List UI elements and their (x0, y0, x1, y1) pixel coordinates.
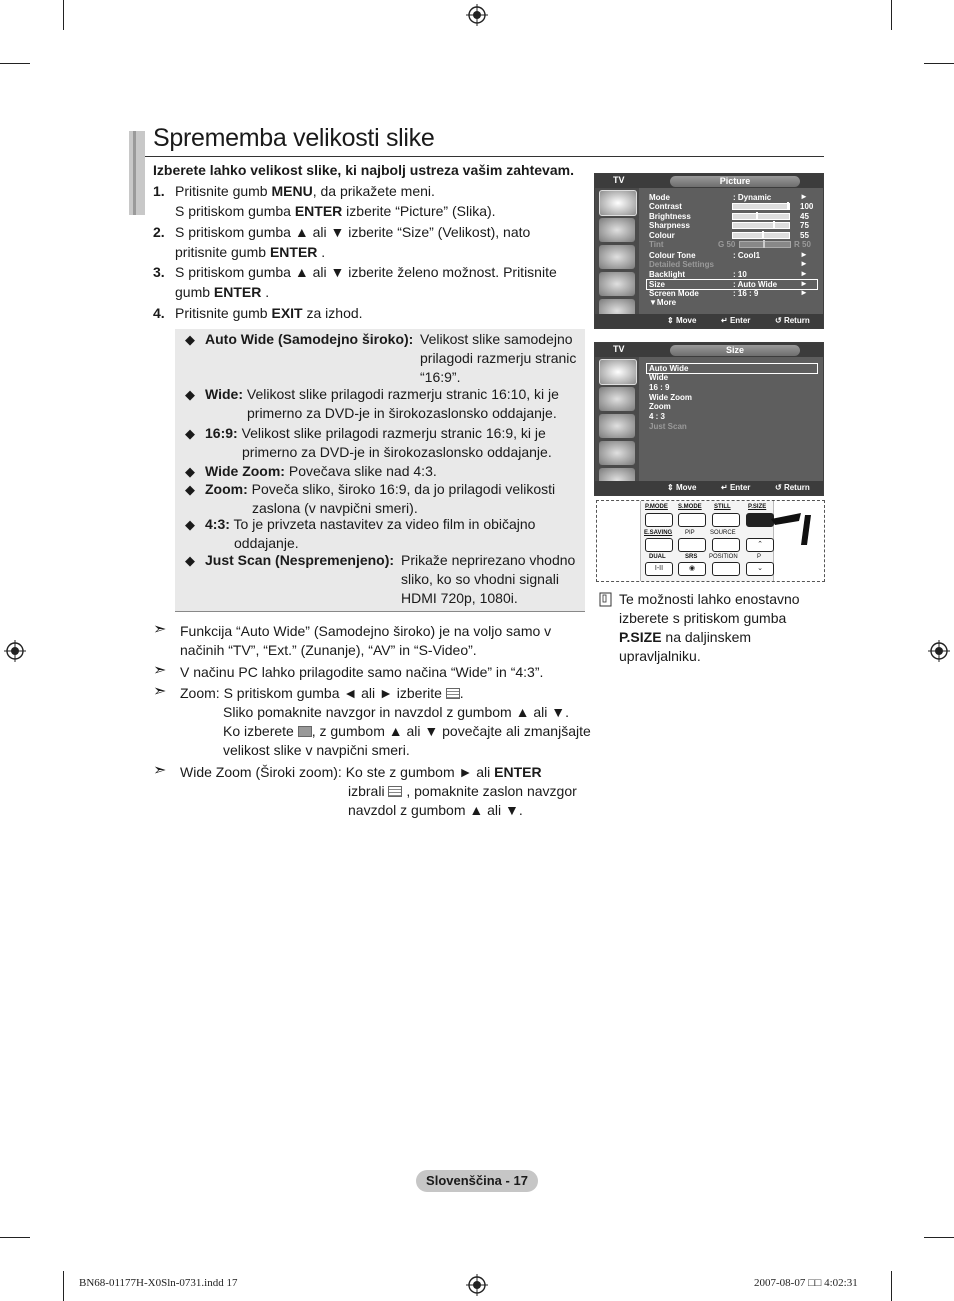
option-desc: Poveča sliko, široko 16:9, da jo prilagodi velikosti (247, 481, 556, 497)
option-desc: oddajanje. (234, 535, 299, 551)
channel-menu-icon[interactable] (599, 414, 635, 438)
size-option-zoom[interactable]: Zoom (649, 402, 671, 411)
slider-knob (762, 231, 764, 239)
step-text: S pritiskom gumba ▲ ali ▼ izberite “Size” (Velikost), nato (175, 224, 531, 240)
title-rule (145, 156, 824, 157)
option-wide (185, 385, 585, 425)
osd-picture-menu: TV Picture Mode : Dynamic ► Contrast 100 Brightness 45 Sharpness 75 Colour 55 Tint G 50 R 50 Colour Tone : Cool1 ► Detailed Settings ► Backlight : 10 ► Size : Auto Wide ► Screen Mode : 16 : 9 ► ▼More ⇕ Move ↵ Enter ↺ Return (594, 173, 824, 329)
crop-mark (63, 1271, 64, 1301)
date-slug: 2007-08-07 □□ 4:02:31 (754, 1277, 858, 1289)
size-option-wide[interactable]: Wide (649, 373, 669, 382)
osd-tv-label: TV (613, 175, 625, 185)
osd-arrow-icon: ► (800, 279, 808, 288)
option-just-scan (185, 551, 585, 609)
e-saving-button[interactable] (645, 538, 673, 552)
osd-row-label[interactable]: Colour Tone (649, 251, 696, 260)
title-accent-bar (129, 131, 145, 215)
option-desc: HDMI 720p, 1080i. (401, 590, 518, 606)
slider-knob (773, 221, 775, 229)
chevron-down-icon: ⌄ (757, 565, 763, 572)
osd-row-label: Detailed Settings (649, 260, 714, 269)
dual-button[interactable] (645, 562, 673, 576)
registration-mark-icon (928, 640, 950, 662)
zoom-size-icon (298, 726, 312, 737)
osd-row-number: 100 (800, 202, 814, 211)
side-note-text: izberete s pritiskom gumba (619, 610, 787, 626)
osd-tv-label: TV (613, 344, 625, 354)
note-text: Wide Zoom (Široki zoom): Ko ste z gumbom ► ali (180, 764, 495, 780)
channel-menu-icon[interactable] (599, 245, 635, 269)
option-desc: Povečava slike nad 4:3. (284, 463, 437, 479)
crop-mark (891, 0, 892, 30)
option-desc: “16:9”. (420, 369, 461, 385)
osd-row-value: : Dynamic (733, 193, 772, 202)
size-option-wide-zoom[interactable]: Wide Zoom (649, 393, 693, 402)
remote-label: DUAL (649, 554, 666, 560)
osd-more[interactable]: ▼More (649, 298, 677, 307)
note-text: Sliko pomaknite navzgor in navzdol z gumbom ▲ ali ▼. (223, 704, 569, 720)
source-button[interactable] (712, 538, 740, 552)
osd-row-label[interactable]: Screen Mode (649, 289, 699, 298)
option-desc: Velikost slike prilagodi razmerju stranic 16:10, ki je (242, 386, 559, 402)
option-desc: sliko, ko so vhodni signali (401, 571, 559, 587)
remote-label: E.SAVING (644, 530, 673, 536)
step-text: gumb (175, 283, 214, 300)
step-key: ENTER (269, 243, 318, 260)
crop-mark (0, 1237, 30, 1238)
zoom-position-icon (446, 688, 460, 699)
contrast-slider[interactable] (732, 203, 790, 210)
osd-row-label[interactable]: Colour (649, 231, 675, 240)
note-pc-mode (153, 663, 593, 683)
wide-zoom-position-icon (388, 786, 402, 797)
option-term: 4:3: (205, 516, 230, 532)
osd-row-number: 55 (800, 231, 809, 240)
note-text: V načinu PC lahko prilagodite samo načina “Wide” in “4:3”. (180, 664, 544, 680)
osd-arrow-icon: ► (800, 192, 808, 201)
osd-row-value: : 10 (733, 270, 747, 279)
step-text: S pritiskom gumba ▲ ali ▼ izberite želeno možnost. Pritisnite (175, 264, 557, 280)
size-option-auto-wide[interactable]: Auto Wide (649, 364, 689, 373)
remote-label: P (757, 554, 762, 560)
side-note-key: P.SIZE (619, 629, 662, 645)
step-number: 2. (153, 224, 165, 240)
step-text: . (261, 283, 270, 300)
osd-arrow-icon: ► (800, 269, 808, 278)
option-zoom (185, 480, 585, 520)
picture-menu-icon[interactable] (599, 190, 637, 216)
note-arrow-icon: ➣ (153, 662, 167, 679)
s-mode-button[interactable] (678, 513, 706, 527)
osd-row-number: 75 (800, 221, 809, 230)
option-term: 16:9: (205, 425, 238, 441)
crop-mark (924, 1237, 954, 1238)
crop-mark (891, 1271, 892, 1301)
osd-row-label: Tint (649, 240, 664, 249)
slider-knob (787, 202, 789, 210)
option-desc: primerno za DVD-je in širokozaslonsko oddajanje. (247, 405, 557, 421)
diamond-bullet-icon: ◆ (185, 426, 195, 441)
srs-icon: ◉ (688, 565, 696, 572)
step-key: EXIT (271, 305, 303, 321)
osd-foot-move: Move (675, 316, 697, 325)
option-term: Just Scan (Nespremenjeno): (205, 552, 395, 568)
brightness-slider[interactable] (732, 213, 790, 220)
page-number-badge: Slovenščina - 17 (416, 1170, 538, 1192)
crop-mark (924, 63, 954, 64)
diamond-bullet-icon: ◆ (185, 482, 195, 497)
pointing-hand-icon (771, 503, 819, 547)
option-4-3 (185, 515, 585, 555)
osd-foot-return: Return (783, 316, 810, 325)
osd-row-label[interactable]: Backlight (649, 270, 686, 279)
option-desc: Velikost slike prilagodi razmerju stranic 16:9, ki je (237, 425, 546, 441)
remote-label: SRS (685, 554, 698, 560)
step-1 (153, 182, 583, 222)
sound-menu-icon[interactable] (599, 218, 635, 242)
side-note-text: upravljalniku. (619, 648, 701, 664)
note-text: načinih “TV”, “Ext.” (Zunanje), “AV” in “S-Video”. (180, 642, 477, 658)
picture-menu-icon[interactable] (599, 359, 637, 385)
diamond-bullet-icon: ◆ (185, 332, 195, 347)
osd-foot-enter: Enter (729, 483, 751, 492)
option-wide-zoom (185, 462, 585, 482)
note-wide-zoom (153, 763, 593, 823)
slider-knob (763, 240, 765, 248)
step-number: 1. (153, 183, 165, 199)
option-term: Zoom: (205, 481, 248, 497)
p-size-button[interactable] (746, 513, 774, 527)
registration-mark-icon (466, 1274, 488, 1296)
note-text: Funkcija “Auto Wide” (Samodejno široko) je na voljo samo v (180, 623, 552, 639)
note-text: velikost slike v navpični smeri. (223, 742, 410, 758)
size-option-just-scan: Just Scan (649, 422, 687, 431)
osd-row-value: : Cool1 (733, 251, 761, 260)
sound-menu-icon[interactable] (599, 387, 635, 411)
osd-title: Picture (670, 176, 800, 187)
osd-arrow-icon: ► (800, 288, 808, 297)
osd-title: Size (670, 345, 800, 356)
intro-text: Izberete lahko velikost slike, ki najbolj ustreza vašim zahtevam. (153, 162, 574, 178)
note-arrow-icon: ➣ (153, 683, 167, 700)
note-auto-wide (153, 622, 593, 662)
step-text: pritisnite gumb (175, 243, 270, 260)
osd-row-label[interactable]: Contrast (649, 202, 682, 211)
channel-up-button[interactable] (746, 538, 774, 552)
side-note (599, 590, 829, 670)
osd-row-value: : Auto Wide (733, 280, 778, 289)
sharpness-slider[interactable] (732, 222, 790, 229)
colour-slider[interactable] (732, 232, 790, 239)
note-text: izbrali (348, 783, 385, 799)
side-note-text: Te možnosti lahko enostavno (619, 591, 800, 607)
dual-button-label: I-II (654, 565, 664, 572)
remote-label: S.MODE (678, 504, 702, 510)
option-auto-wide (185, 330, 585, 388)
note-text: . (459, 685, 464, 701)
option-desc: Prikaže neprirezano vhodno (401, 552, 576, 568)
step-3 (153, 263, 583, 303)
osd-row-label[interactable]: Brightness (649, 212, 691, 221)
step-text: Pritisnite gumb (175, 183, 272, 199)
file-slug: BN68-01177H-X0Sln-0731.indd 17 (79, 1277, 238, 1289)
pip-button[interactable] (678, 538, 706, 552)
step-text: Pritisnite gumb (175, 305, 272, 321)
step-text: izberite “Picture” (Slika). (342, 202, 496, 219)
setup-menu-icon[interactable] (599, 272, 635, 296)
osd-arrow-icon: ► (800, 259, 808, 268)
slider-knob (756, 212, 758, 220)
note-key: ENTER (494, 764, 542, 780)
side-note-text: na daljinskem (661, 629, 752, 645)
osd-arrow-icon: ► (800, 250, 808, 259)
osd-foot-move: Move (675, 483, 697, 492)
tint-slider (739, 241, 791, 248)
step-text: S pritiskom gumba (175, 202, 295, 219)
step-number: 4. (153, 305, 165, 321)
option-desc: prilagodi razmerju stranic (420, 350, 577, 366)
channel-down-button[interactable] (746, 562, 774, 576)
registration-mark-icon (4, 640, 26, 662)
chevron-up-icon: ⌃ (757, 541, 763, 548)
diamond-bullet-icon: ◆ (185, 517, 195, 532)
p-mode-button[interactable] (645, 513, 673, 527)
remote-label: P.MODE (645, 504, 668, 510)
note-text: , pomaknite zaslon navzgor (402, 783, 577, 799)
option-desc: zaslona (v navpični smeri). (252, 500, 418, 516)
remote-label: POSITION (709, 554, 738, 560)
diamond-bullet-icon: ◆ (185, 387, 195, 402)
option-desc: Velikost slike samodejno (420, 331, 573, 347)
title-accent-stripe (133, 131, 136, 215)
note-text: Ko izberete (223, 723, 294, 739)
option-term: Auto Wide (Samodejno široko): (205, 331, 414, 347)
osd-row-label-selected[interactable]: Size (649, 280, 666, 289)
page-title: Sprememba velikosti slike (153, 124, 435, 152)
size-option-4-3[interactable]: 4 : 3 (649, 412, 666, 421)
remote-control-illustration (596, 500, 825, 582)
step-text: za izhod. (302, 305, 363, 321)
note-arrow-icon: ➣ (153, 762, 167, 779)
remote-label: PIP (685, 530, 695, 536)
step-key: ENTER (294, 202, 343, 219)
note-text: Zoom: S pritiskom gumba ◄ ali ► izberite (180, 685, 442, 701)
osd-row-label[interactable]: Sharpness (649, 221, 690, 230)
osd-foot-return: Return (783, 483, 810, 492)
option-16-9 (185, 424, 585, 464)
note-text: , z gumbom ▲ ali ▼ povečajte ali zmanjšajte (311, 723, 591, 739)
remote-hand-icon (599, 592, 612, 607)
note-arrow-icon: ➣ (153, 621, 167, 638)
remote-label: P.SIZE (748, 504, 767, 510)
crop-mark (0, 63, 30, 64)
diamond-bullet-icon: ◆ (185, 464, 195, 479)
registration-mark-icon (466, 4, 488, 26)
still-button[interactable] (712, 513, 740, 527)
remote-label: STILL (714, 504, 731, 510)
osd-sidebar (595, 357, 639, 493)
step-4 (153, 304, 583, 324)
option-term: Wide Zoom: (205, 463, 285, 479)
step-text: . (317, 243, 326, 260)
step-text: , da prikažete meni. (312, 183, 435, 199)
step-number: 3. (153, 264, 165, 280)
step-key: MENU (271, 183, 313, 199)
srs-button[interactable] (678, 562, 706, 576)
step-2 (153, 223, 583, 263)
size-option-16-9[interactable]: 16 : 9 (649, 383, 670, 392)
remote-label: SOURCE (710, 530, 736, 536)
note-zoom (153, 684, 603, 762)
osd-foot-enter: Enter (729, 316, 751, 325)
option-desc: To je privzeta nastavitev za video film in običajno (229, 516, 536, 532)
diamond-bullet-icon: ◆ (185, 553, 195, 568)
osd-sidebar (595, 188, 639, 326)
osd-row-number: 45 (800, 212, 809, 221)
osd-row-value: : 16 : 9 (733, 289, 759, 298)
position-button[interactable] (712, 562, 740, 576)
osd-row-label[interactable]: Mode (649, 193, 670, 202)
option-term: Wide: (205, 386, 243, 402)
step-key: ENTER (213, 283, 262, 300)
crop-mark (63, 0, 64, 30)
note-text: navzdol z gumbom ▲ ali ▼. (348, 802, 523, 818)
option-desc: primerno za DVD-je in širokozaslonsko oddajanje. (242, 444, 552, 460)
osd-tint-r: R 50 (794, 240, 811, 249)
osd-tint-g: G 50 (718, 240, 736, 249)
setup-menu-icon[interactable] (599, 441, 635, 465)
osd-size-menu: TV Size Auto Wide Wide 16 : 9 Wide Zoom Zoom 4 : 3 Just Scan ⇕ Move ↵ Enter ↺ Return (594, 342, 824, 496)
